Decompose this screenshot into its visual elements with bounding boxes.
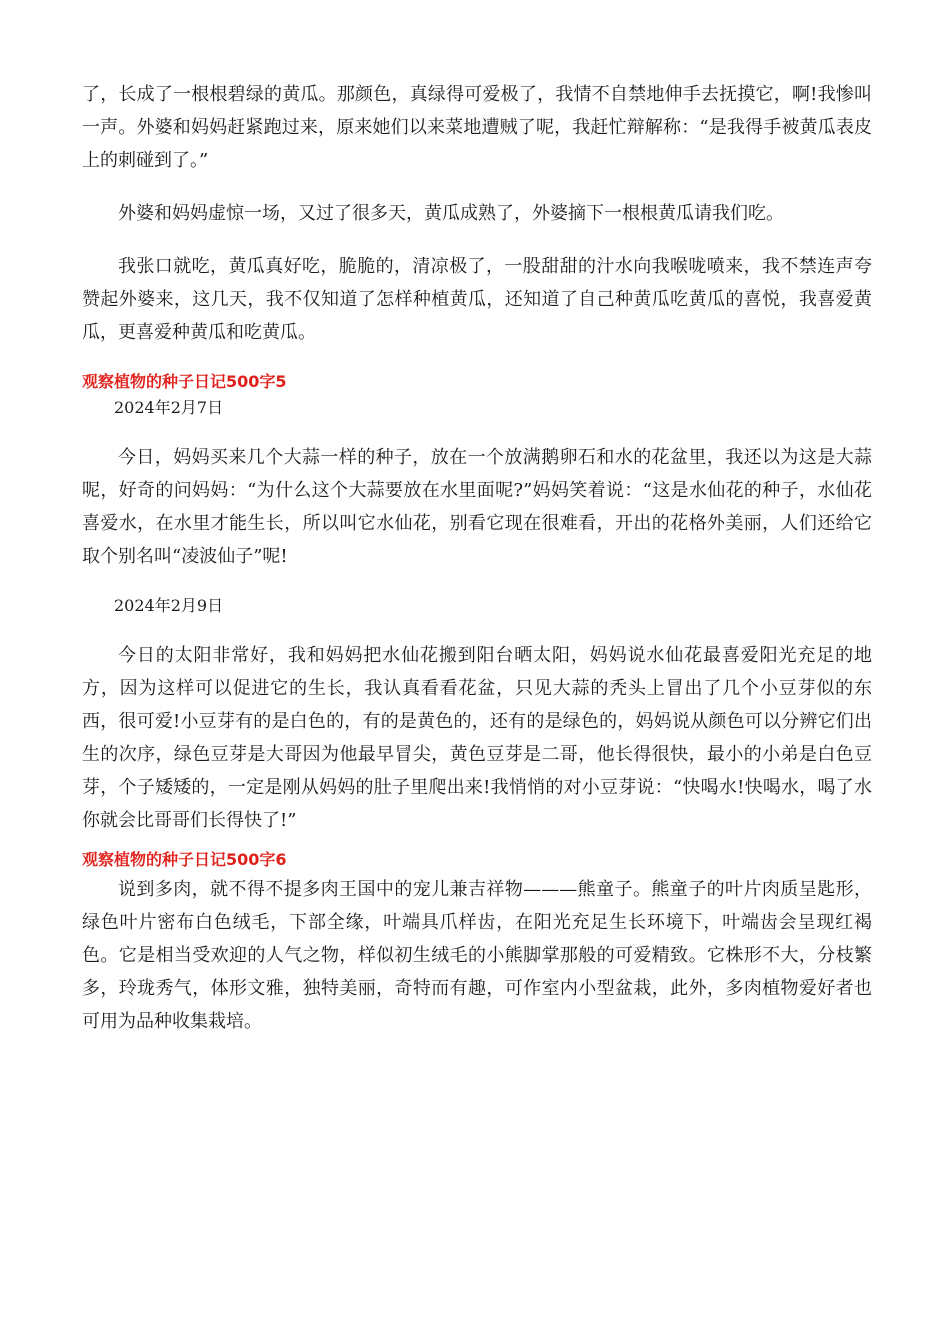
paragraph-narcissus-seed: 今日，妈妈买来几个大蒜一样的种子，放在一个放满鹅卵石和水的花盆里，我还以为这是大蒜呢，好奇的问妈妈：“为什么这个大蒜要放在水里面呢?”妈妈笑着说：“这是水仙花的种子，水仙花喜爱水，在水里才能生长，所以叫它水仙花，别看它现在很难看，开出的花格外美丽，人们还给它取个别名叫“凌波仙子”呢! [82, 447, 872, 567]
paragraph-narcissus-sprouts: 今日的太阳非常好，我和妈妈把水仙花搬到阳台晒太阳，妈妈说水仙花最喜爱阳光充足的地方，因为这样可以促进它的生长，我认真看看花盆，只见大蒜的秃头上冒出了几个小豆芽似的东西，很可爱!小豆芽有的是白色的，有的是黄色的，还有的是绿色的，妈妈说从颜色可以分辨它们出生的次序，绿色豆芽是大哥因为他最早冒尖，黄色豆芽是二哥，他长得很快，最小的小弟是白色豆芽，个子矮矮的，一定是刚从妈妈的肚子里爬出来!我悄悄的对小豆芽说：“快喝水!快喝水，喝了水你就会比哥哥们长得快了!” [82, 645, 872, 831]
paragraph-succulent: 说到多肉，就不得不提多肉王国中的宠儿兼吉祥物———熊童子。熊童子的叶片肉质呈匙形，绿色叶片密布白色绒毛，下部全缘，叶端具爪样齿，在阳光充足生长环境下，叶端齿会呈现红褐色。它是相当受欢迎的人气之物，样似初生绒毛的小熊脚掌那般的可爱精致。它株形不大，分枝繁多，玲珑秀气，体形文雅，独特美丽，奇特而有趣，可作室内小型盆栽，此外，多肉植物爱好者也可用为品种收集栽培。 [82, 879, 872, 1032]
section-heading-6: 观察植物的种子日记500字6 [82, 850, 287, 869]
diary-date-2: 2024年2月9日 [114, 596, 224, 615]
document-page [82, 78, 872, 1038]
paragraph-eating-cucumber: 我张口就吃，黄瓜真好吃，脆脆的，清凉极了，一股甜甜的汁水向我喉咙喷来，我不禁连声夸赞起外婆来，这几天，我不仅知道了怎样种植黄瓜，还知道了自己种黄瓜吃黄瓜的喜悦，我喜爱黄瓜，更喜爱种黄瓜和吃黄瓜。 [82, 256, 872, 343]
paragraph-relief: 外婆和妈妈虚惊一场，又过了很多天，黄瓜成熟了，外婆摘下一根根黄瓜请我们吃。 [118, 203, 784, 224]
paragraph-continuation: 了，长成了一根根碧绿的黄瓜。那颜色，真绿得可爱极了，我情不自禁地伸手去抚摸它，啊!我惨叫一声。外婆和妈妈赶紧跑过来，原来她们以来菜地遭贼了呢，我赶忙辩解称：“是我得手被黄瓜表皮上的刺碰到了。” [82, 84, 872, 171]
diary-date-1: 2024年2月7日 [114, 398, 224, 417]
section-heading-5: 观察植物的种子日记500字5 [82, 372, 287, 391]
